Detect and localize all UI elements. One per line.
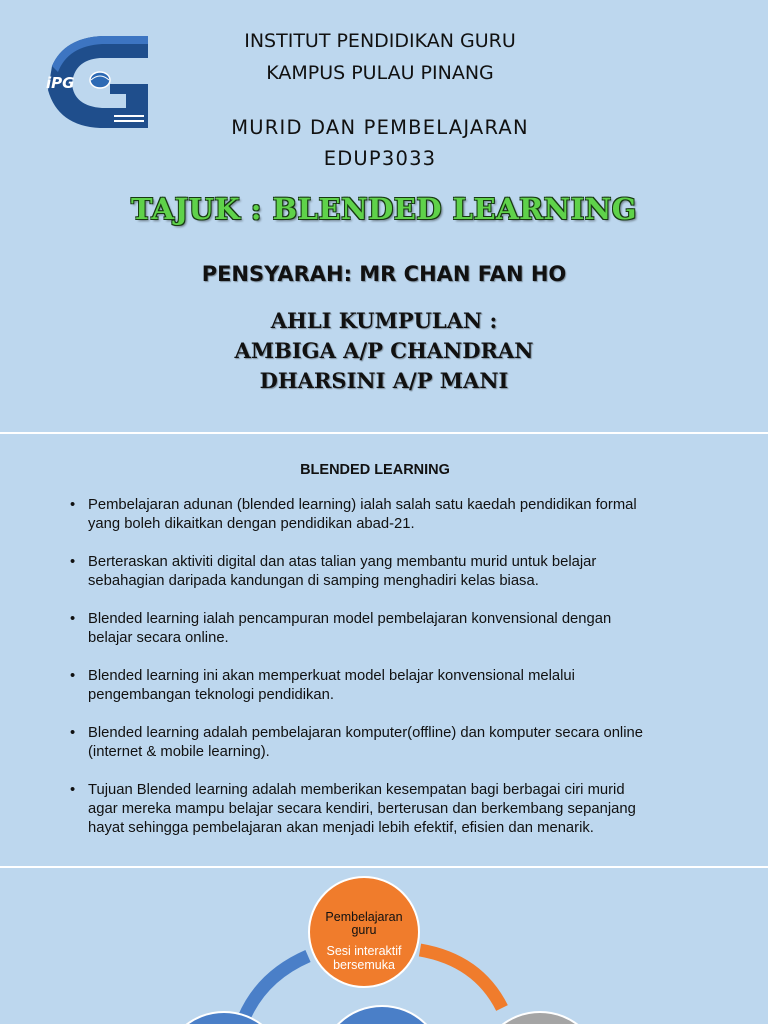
bottom-right-circle [478,1012,602,1024]
blue-arc-arrow [244,956,308,1018]
title-slide [0,0,768,432]
member-1: AMBIGA A/P CHANDRAN [234,338,534,363]
bullet-icon: • [70,781,76,798]
bullet-icon: • [70,667,76,684]
bullet-icon: • [70,610,76,627]
institute-line-1: INSTITUT PENDIDIKAN GURU [244,30,516,52]
content-heading: BLENDED LEARNING [300,462,450,478]
diagram-slide [0,868,768,1024]
member-2: DHARSINI A/P MANI [259,368,509,393]
bottom-center-circle [320,1006,444,1024]
bullet-icon: • [70,553,76,570]
members-label: AHLI KUMPULAN : [270,308,498,333]
ipg-logo [44,32,152,130]
bullet-item: • Blended learning ini akan memperkuat model belajar konvensional melalui pengembangan teknologi pendidikan. [70,667,575,703]
center-circle [308,876,420,988]
bullet-list [70,496,710,857]
bottom-left-circle [162,1012,286,1024]
bullet-item: • Berteraskan aktiviti digital dan atas talian yang membantu murid untuk belajar sebahagian daripada kandungan di samping menghadiri kelas biasa. [70,553,597,590]
bullet-item: • Blended learning adalah pembelajaran komputer(offline) dan komputer secara online (internet & mobile learning). [70,724,643,760]
center-subtitle: Sesi interaktif bersemuka [326,944,402,972]
lecturer: PENSYARAH: MR CHAN FAN HO [201,262,567,286]
bullet-icon: • [70,724,76,741]
content-slide [0,434,768,866]
institute-line-2: KAMPUS PULAU PINANG [266,62,494,84]
orange-arc-arrow [420,950,502,1008]
course-code: EDUP3033 [323,147,437,170]
center-title: Pembelajaran guru [325,910,403,937]
bullet-item: • Tujuan Blended learning adalah memberikan kesempatan bagi berbagai ciri murid agar mereka mampu belajar secara kendiri, berterusan dan berkembang sepanjang hayat sehingga pembelajaran akan menjadi lebih efektif, efisien dan menarik. [70,781,636,836]
bullet-item: • Pembelajaran adunan (blended learning) ialah salah satu kaedah pendidikan formal yang boleh dikaitkan dengan pendidikan abad-21. [70,497,637,533]
bullet-icon: • [70,497,76,513]
logo-text: iPG [46,74,75,92]
slide-title: TAJUK : BLENDED LEARNING [130,192,638,226]
bullet-item: • Blended learning ialah pencampuran model pembelajaran konvensional dengan belajar secara online. [70,610,612,647]
course-name: MURID DAN PEMBELAJARAN [231,116,529,139]
